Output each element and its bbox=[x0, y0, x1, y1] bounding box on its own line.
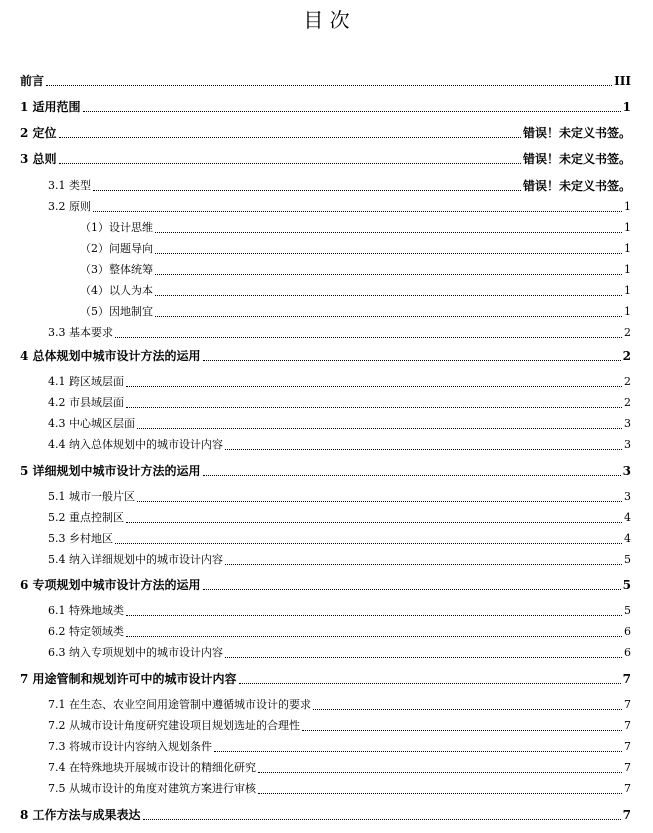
toc-entry[interactable] bbox=[48, 759, 631, 777]
toc-entry-page: 1 bbox=[624, 242, 631, 255]
toc-entry-page: 7 bbox=[624, 740, 631, 753]
toc-entry-label: 3.2 原则 bbox=[48, 200, 91, 213]
toc-leader-dots bbox=[313, 709, 622, 710]
toc-leader-dots bbox=[203, 589, 621, 590]
toc-entry-page: 1 bbox=[624, 263, 631, 276]
toc-leader-dots bbox=[214, 751, 622, 752]
toc-leader-dots bbox=[239, 683, 621, 684]
toc-leader-dots bbox=[143, 819, 621, 820]
toc-leader-dots bbox=[258, 772, 622, 773]
toc-entry-label: （4）以人为本 bbox=[80, 284, 153, 297]
toc-entry-page: 5 bbox=[624, 553, 631, 566]
toc-entry-label: 6.1 特殊地域类 bbox=[48, 604, 124, 617]
toc-entry-page: 7 bbox=[622, 808, 631, 822]
toc-entry-label: 7.5 从城市设计的角度对建筑方案进行审核 bbox=[48, 782, 256, 795]
toc-leader-dots bbox=[126, 615, 622, 616]
toc-leader-dots bbox=[93, 211, 622, 212]
toc-entry-label: 4.2 市县域层面 bbox=[48, 396, 124, 409]
toc-entry-page: 3 bbox=[624, 417, 631, 430]
toc-leader-dots bbox=[203, 475, 621, 476]
toc-entry[interactable] bbox=[48, 436, 631, 454]
toc-entry[interactable] bbox=[20, 124, 631, 142]
toc-entry-label: 6.2 特定领域类 bbox=[48, 625, 124, 638]
toc-entry-label: 8 工作方法与成果表达 bbox=[20, 808, 141, 822]
toc-entry-label: 6.3 纳入专项规划中的城市设计内容 bbox=[48, 646, 223, 659]
toc-entry[interactable] bbox=[80, 240, 631, 258]
toc-entry-page: 7 bbox=[624, 698, 631, 711]
toc-entry-label: 3.3 基本要求 bbox=[48, 326, 113, 339]
toc-entry-page: 1 bbox=[624, 284, 631, 297]
toc-leader-dots bbox=[225, 564, 622, 565]
toc-entry-page: 7 bbox=[624, 782, 631, 795]
toc-leader-dots bbox=[115, 337, 622, 338]
toc-entry-page: 2 bbox=[624, 375, 631, 388]
toc-entry-label: 7.1 在生态、农业空间用途管制中遵循城市设计的要求 bbox=[48, 698, 311, 711]
toc-entry-page: 错误！未定义书签。 bbox=[522, 152, 631, 166]
toc-entry[interactable] bbox=[80, 261, 631, 279]
toc-entry-page: 4 bbox=[624, 511, 631, 524]
toc-entry-label: 5 详细规划中城市设计方法的运用 bbox=[20, 464, 201, 478]
toc-entry-label: 7.4 在特殊地块开展城市设计的精细化研究 bbox=[48, 761, 256, 774]
toc-entry-label: 5.4 纳入详细规划中的城市设计内容 bbox=[48, 553, 223, 566]
toc-leader-dots bbox=[225, 657, 622, 658]
toc-entry[interactable] bbox=[48, 602, 631, 620]
toc-entry-label: 5.3 乡村地区 bbox=[48, 532, 113, 545]
toc-leader-dots bbox=[46, 85, 612, 86]
toc-entry[interactable] bbox=[48, 696, 631, 714]
toc-entry[interactable] bbox=[80, 282, 631, 300]
toc-entry-page: 2 bbox=[624, 326, 631, 339]
toc-entry-page: 6 bbox=[624, 646, 631, 659]
toc-entry-label: 7.3 将城市设计内容纳入规划条件 bbox=[48, 740, 212, 753]
toc-entry-page: 4 bbox=[624, 532, 631, 545]
toc-entry[interactable] bbox=[20, 462, 631, 480]
toc-entry[interactable] bbox=[48, 717, 631, 735]
toc-entry-label: 3 总则 bbox=[20, 152, 57, 166]
toc-entry[interactable] bbox=[80, 303, 631, 321]
toc-entry-page: 3 bbox=[622, 464, 631, 478]
toc-entry-page: 7 bbox=[624, 761, 631, 774]
toc-entry[interactable] bbox=[20, 670, 631, 688]
toc-entry-page: 1 bbox=[624, 200, 631, 213]
toc-entry-label: （3）整体统筹 bbox=[80, 263, 153, 276]
toc-leader-dots bbox=[137, 501, 622, 502]
toc-entry[interactable] bbox=[48, 198, 631, 216]
toc-entry[interactable] bbox=[48, 623, 631, 641]
toc-entry-label: 1 适用范围 bbox=[20, 100, 81, 114]
toc-entry-page: 1 bbox=[624, 305, 631, 318]
toc-leader-dots bbox=[155, 274, 622, 275]
toc-entry[interactable] bbox=[20, 347, 631, 365]
toc-leader-dots bbox=[302, 730, 622, 731]
toc-entry[interactable] bbox=[48, 644, 631, 662]
toc-leader-dots bbox=[155, 295, 622, 296]
toc-entry[interactable] bbox=[20, 150, 631, 168]
toc-leader-dots bbox=[93, 190, 521, 191]
toc-entry-page: 7 bbox=[624, 719, 631, 732]
toc-entry-page: 3 bbox=[624, 438, 631, 451]
toc-entry[interactable] bbox=[48, 738, 631, 756]
toc-entry-page: 错误！未定义书签。 bbox=[522, 126, 631, 140]
toc-leader-dots bbox=[115, 543, 622, 544]
toc-leader-dots bbox=[155, 253, 622, 254]
toc-entry-label: 4.4 纳入总体规划中的城市设计内容 bbox=[48, 438, 223, 451]
toc-entry-page: 错误！未定义书签。 bbox=[522, 179, 631, 193]
toc-entry-page: 2 bbox=[624, 396, 631, 409]
toc-entry-page: 5 bbox=[624, 604, 631, 617]
toc-title-text: 目 次 bbox=[303, 8, 350, 32]
toc-entry-label: 7 用途管制和规划许可中的城市设计内容 bbox=[20, 672, 237, 686]
toc-leader-dots bbox=[126, 522, 622, 523]
toc-entry[interactable] bbox=[80, 219, 631, 237]
toc-entry[interactable] bbox=[48, 177, 631, 195]
toc-entry[interactable] bbox=[20, 576, 631, 594]
toc-entry-page: 5 bbox=[622, 578, 631, 592]
toc-entry-page: III bbox=[614, 74, 631, 88]
toc-entry-page: 6 bbox=[624, 625, 631, 638]
toc-entry-label: 2 定位 bbox=[20, 126, 57, 140]
toc-entry[interactable] bbox=[48, 780, 631, 798]
toc-entry-page: 2 bbox=[622, 349, 631, 363]
toc-entry-label: 5.1 城市一般片区 bbox=[48, 490, 135, 503]
toc-title bbox=[0, 4, 653, 33]
toc-entry-label: 4 总体规划中城市设计方法的运用 bbox=[20, 349, 201, 363]
toc-entry-label: 前言 bbox=[20, 74, 45, 88]
toc-entry-label: 5.2 重点控制区 bbox=[48, 511, 124, 524]
toc-entry[interactable] bbox=[48, 551, 631, 569]
toc-leader-dots bbox=[137, 428, 622, 429]
toc-leader-dots bbox=[203, 360, 621, 361]
toc-entry-page: 7 bbox=[622, 672, 631, 686]
toc-leader-dots bbox=[155, 316, 622, 317]
toc-leader-dots bbox=[59, 137, 521, 138]
toc-entry[interactable] bbox=[48, 324, 631, 342]
toc-leader-dots bbox=[126, 636, 622, 637]
toc-entry[interactable] bbox=[20, 806, 631, 824]
toc-entry-page: 1 bbox=[622, 100, 631, 114]
toc-leader-dots bbox=[258, 793, 622, 794]
toc-entry-label: （5）因地制宜 bbox=[80, 305, 153, 318]
toc-entry[interactable] bbox=[48, 509, 631, 527]
toc-entry-label: 6 专项规划中城市设计方法的运用 bbox=[20, 578, 201, 592]
toc-leader-dots bbox=[126, 386, 622, 387]
toc-entry[interactable] bbox=[20, 72, 631, 90]
toc-entry-label: （1）设计思维 bbox=[80, 221, 153, 234]
toc-entry[interactable] bbox=[20, 98, 631, 116]
toc-entry-page: 3 bbox=[624, 490, 631, 503]
toc-leader-dots bbox=[126, 407, 622, 408]
toc-entry[interactable] bbox=[48, 394, 631, 412]
toc-leader-dots bbox=[83, 111, 621, 112]
toc-entry[interactable] bbox=[48, 488, 631, 506]
toc-entry[interactable] bbox=[48, 530, 631, 548]
toc-entry-label: 7.2 从城市设计角度研究建设项目规划选址的合理性 bbox=[48, 719, 300, 732]
toc-leader-dots bbox=[225, 449, 622, 450]
toc-entry-label: 4.1 跨区域层面 bbox=[48, 375, 124, 388]
toc-entry[interactable] bbox=[48, 373, 631, 391]
toc-entry-label: 3.1 类型 bbox=[48, 179, 91, 192]
toc-entry-page: 1 bbox=[624, 221, 631, 234]
toc-entry[interactable] bbox=[48, 415, 631, 433]
toc-leader-dots bbox=[155, 232, 622, 233]
toc-entry-label: （2）问题导向 bbox=[80, 242, 153, 255]
toc-leader-dots bbox=[59, 163, 521, 164]
toc-entry-label: 4.3 中心城区层面 bbox=[48, 417, 135, 430]
